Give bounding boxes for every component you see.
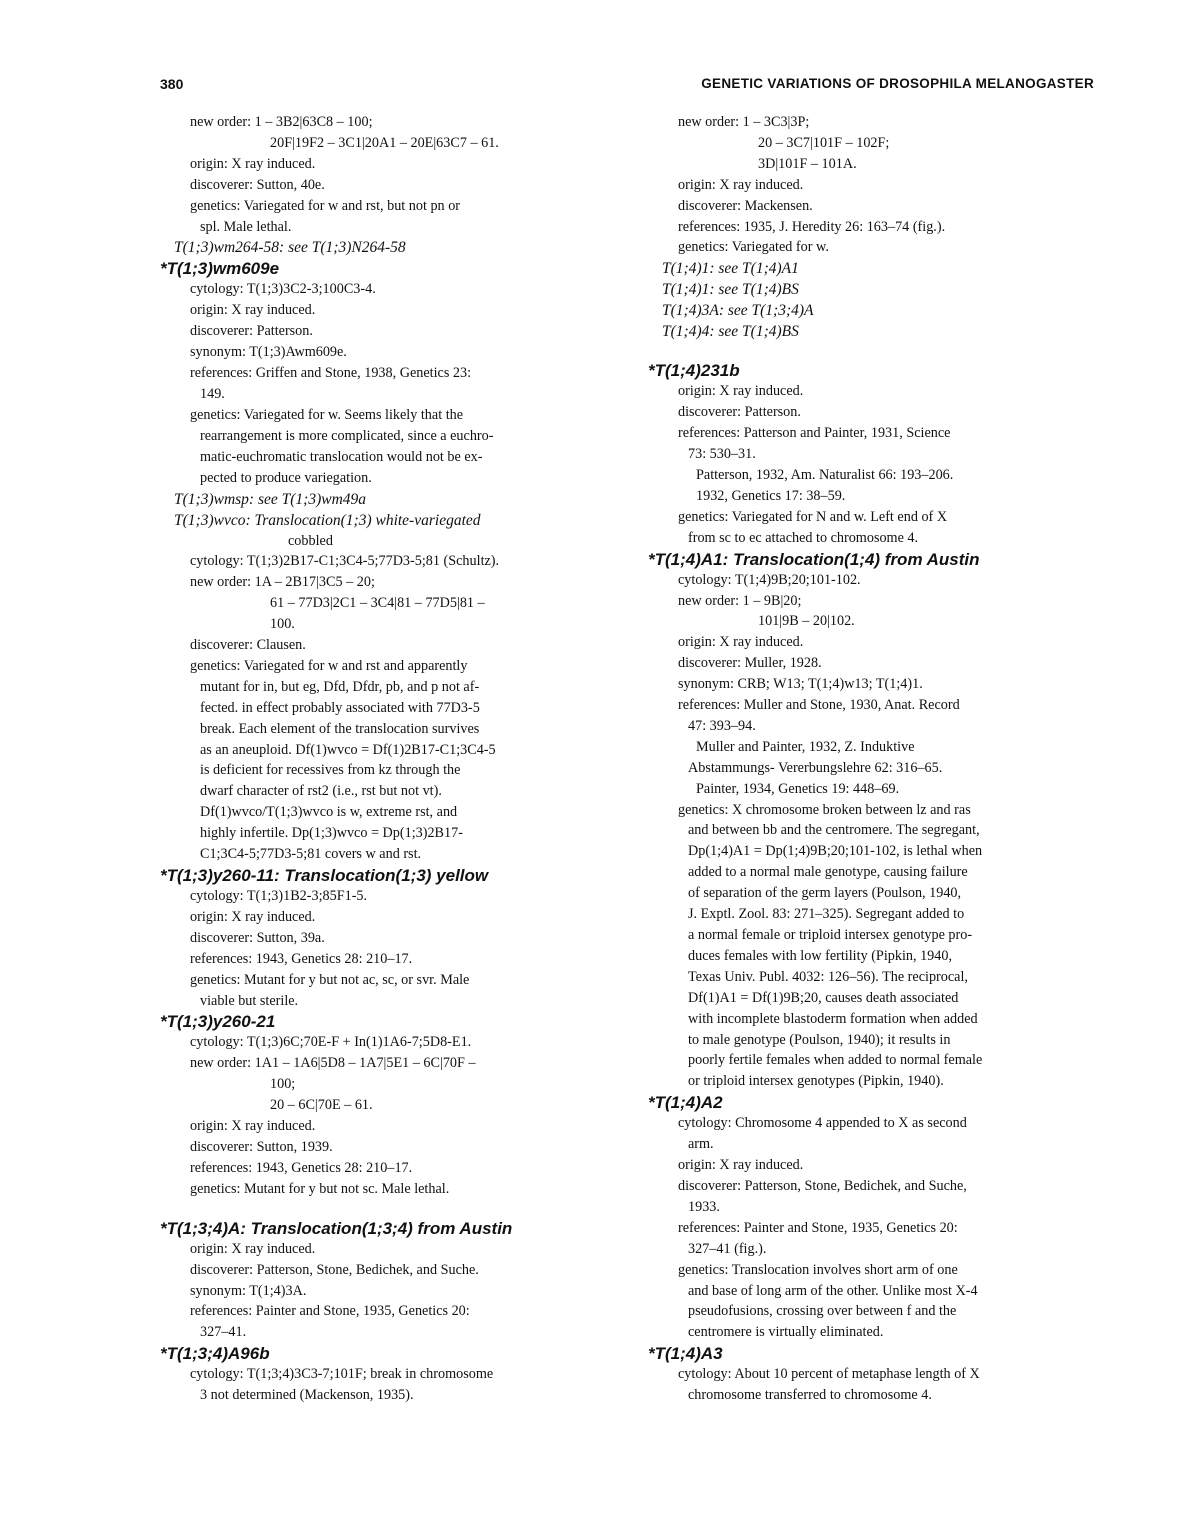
text-line: genetics: Variegated for w and rst, but not pn or: [190, 197, 461, 214]
text-line: 3D|101F – 101A.: [758, 155, 857, 172]
text-line: rearrangement is more complicated, since a euchro-: [200, 427, 494, 444]
text-line: cytology: T(1;3)6C;70E-F + In(1)1A6-7;5D8-E1.: [190, 1034, 472, 1051]
text-line: synonym: T(1;3)Awm609e.: [190, 344, 347, 361]
entry-heading: T(1;4)1: see T(1;4)BS: [662, 281, 799, 299]
text-line: discoverer: Patterson, Stone, Bedichek, and Suche.: [190, 1261, 479, 1278]
text-line: genetics: Mutant for y but not sc. Male lethal.: [190, 1180, 450, 1197]
entry-heading: *T(1;4)A3: [648, 1344, 723, 1364]
text-line: new order: 1 – 3B2|63C8 – 100;: [190, 114, 373, 130]
text-line: origin: X ray induced.: [190, 302, 316, 319]
text-line: Patterson, 1932, Am. Naturalist 66: 193–206.: [696, 466, 954, 483]
text-line: pected to produce variegation.: [200, 469, 372, 486]
text-line: 73: 530–31.: [688, 446, 756, 463]
entry-heading: T(1;4)4: see T(1;4)BS: [662, 323, 799, 341]
text-line: genetics: Mutant for y but not ac, sc, or svr. Male: [190, 971, 470, 988]
text-line: discoverer: Patterson, Stone, Bedichek, and Suche,: [678, 1177, 967, 1194]
text-line: mutant for in, but eg, Dfd, Dfdr, pb, and p not af-: [200, 678, 480, 695]
spacer: [648, 342, 1098, 360]
entry-heading: T(1;4)1: see T(1;4)A1: [662, 260, 799, 278]
text-line: genetics: Variegated for w. Seems likely that the: [190, 406, 464, 423]
text-line: added to a normal male genotype, causing failure: [688, 864, 968, 881]
text-line: Df(1)A1 = Df(1)9B;20, causes death associated: [688, 989, 959, 1006]
text-line: genetics: Variegated for w.: [678, 239, 829, 256]
text-line: Dp(1;4)A1 = Dp(1;4)9B;20;101-102, is lethal when: [688, 843, 983, 860]
text-line: centromere is virtually eliminated.: [688, 1324, 884, 1341]
text-line: cytology: T(1;3)2B17-C1;3C4-5;77D3-5;81 (Schultz).: [190, 553, 500, 570]
text-line: new order: 1 – 9B|20;: [678, 592, 802, 609]
spacer: [160, 1200, 578, 1218]
text-line: genetics: Variegated for w and rst and apparently: [190, 657, 468, 674]
entry-heading: T(1;3)wmsp: see T(1;3)wm49a: [174, 490, 367, 508]
text-line: poorly fertile females when added to normal female: [688, 1052, 983, 1069]
text-line: duces females with low fertility (Pipkin, 1940,: [688, 947, 952, 964]
text-line: with incomplete blastoderm formation when added: [688, 1010, 978, 1027]
entry-heading: T(1;3)wvco: Translocation(1;3) white-variegated: [174, 511, 481, 529]
text-line: matic-euchromatic translocation would not be ex-: [200, 448, 483, 465]
entry-heading: *T(1;3;4)A: Translocation(1;3;4) from Austin: [160, 1218, 513, 1238]
text-line: origin: X ray induced.: [678, 176, 804, 193]
text-line: new order: 1A1 – 1A6|5D8 – 1A7|5E1 – 6C|70F –: [190, 1055, 476, 1072]
text-line: origin: X ray induced.: [678, 634, 804, 651]
text-line: references: Painter and Stone, 1935, Genetics 20:: [678, 1219, 958, 1236]
text-line: J. Exptl. Zool. 83: 271–325). Segregant added to: [688, 906, 965, 923]
text-line: 47: 393–94.: [688, 717, 756, 734]
text-line: C1;3C4-5;77D3-5;81 covers w and rst.: [200, 846, 422, 863]
text-line: Painter, 1934, Genetics 19: 448–69.: [696, 780, 900, 797]
page-number: 380: [160, 76, 184, 92]
text-line: 3 not determined (Mackenson, 1935).: [200, 1387, 414, 1404]
text-line: to male genotype (Poulson, 1940); it results in: [688, 1031, 951, 1048]
text-line: cytology: T(1;3)3C2-3;100C3-4.: [190, 281, 376, 298]
text-line: Muller and Painter, 1932, Z. Induktive: [696, 738, 915, 755]
text-line: references: 1935, J. Heredity 26: 163–74 (fig.).: [678, 218, 946, 235]
text-line: origin: X ray induced.: [190, 908, 316, 925]
text-line: new order: 1A – 2B17|3C5 – 20;: [190, 574, 375, 591]
text-line: origin: X ray induced.: [190, 155, 316, 172]
text-line: discoverer: Sutton, 40e.: [190, 176, 325, 193]
text-line: cytology: T(1;4)9B;20;101-102.: [678, 571, 861, 588]
text-line: 20F|19F2 – 3C1|20A1 – 20E|63C7 – 61.: [270, 134, 499, 151]
text-line: as an aneuploid. Df(1)wvco = Df(1)2B17-C1;3C4-5: [200, 741, 496, 758]
text-line: new order: 1 – 3C3|3P;: [678, 114, 810, 130]
text-line: 100;: [270, 1076, 296, 1093]
entry-heading: *T(1;3;4)A96b: [160, 1344, 270, 1364]
text-line: arm.: [688, 1136, 714, 1153]
text-line: Texas Univ. Publ. 4032: 126–56). The reciprocal,: [688, 968, 968, 985]
text-line: origin: X ray induced.: [678, 1157, 804, 1174]
text-line: pseudofusions, crossing over between f and the: [688, 1303, 957, 1320]
text-line: discoverer: Sutton, 1939.: [190, 1138, 333, 1155]
text-line: discoverer: Clausen.: [190, 637, 306, 654]
entry-heading: *T(1;3)y260-21: [160, 1012, 276, 1032]
text-line: 149.: [200, 385, 225, 402]
text-line: cytology: T(1;3;4)3C3-7;101F; break in chromosome: [190, 1366, 494, 1383]
text-line: Abstammungs- Vererbungslehre 62: 316–65.: [688, 759, 943, 776]
text-line: 1933.: [688, 1198, 720, 1215]
text-line: 20 – 6C|70E – 61.: [270, 1097, 373, 1114]
text-line: references: Patterson and Painter, 1931, Science: [678, 425, 951, 442]
text-line: discoverer: Sutton, 39a.: [190, 929, 325, 946]
text-line: synonym: T(1;4)3A.: [190, 1282, 307, 1299]
text-line: 1932, Genetics 17: 38–59.: [696, 487, 846, 504]
entry-heading: *T(1;4)A1: Translocation(1;4) from Austin: [648, 549, 980, 569]
text-line: cytology: T(1;3)1B2-3;85F1-5.: [190, 888, 368, 904]
text-line: of separation of the germ layers (Poulson, 1940,: [688, 885, 962, 902]
text-line: 101|9B – 20|102.: [758, 613, 855, 630]
text-line: origin: X ray induced.: [678, 383, 804, 400]
text-line: dwarf character of rst2 (i.e., rst but not vt).: [200, 783, 442, 800]
right-column: [648, 112, 1098, 1406]
text-line: break. Each element of the translocation survives: [200, 720, 480, 737]
text-line: cytology: About 10 percent of metaphase length of X: [678, 1366, 980, 1383]
text-line: Df(1)wvco/T(1;3)wvco is w, extreme rst, and: [200, 804, 458, 821]
entry-heading: *T(1;4)231b: [648, 361, 740, 381]
text-line: origin: X ray induced.: [190, 1118, 316, 1135]
text-line: fected. in effect probably associated with 77D3-5: [200, 699, 480, 716]
text-line: cobbled: [288, 532, 333, 549]
text-line: spl. Male lethal.: [200, 218, 292, 235]
text-line: references: 1943, Genetics 28: 210–17.: [190, 1159, 413, 1176]
text-line: genetics: X chromosome broken between lz and ras: [678, 801, 971, 818]
running-title: GENETIC VARIATIONS OF DROSOPHILA MELANOGASTER: [701, 76, 1094, 91]
text-line: 327–41.: [200, 1324, 247, 1341]
text-line: cytology: Chromosome 4 appended to X as second: [678, 1115, 967, 1132]
entry-heading: *T(1;3)wm609e: [160, 259, 280, 279]
text-line: a normal female or triploid intersex genotype pro-: [688, 927, 973, 943]
text-line: is deficient for recessives from kz through the: [200, 762, 461, 779]
text-line: genetics: Variegated for N and w. Left end of X: [678, 508, 948, 525]
entry-heading: *T(1;3)y260-11: Translocation(1;3) yellow: [160, 866, 489, 885]
text-line: discoverer: Patterson.: [190, 323, 313, 340]
entry-heading: *T(1;4)A2: [648, 1093, 723, 1113]
text-line: 20 – 3C7|101F – 102F;: [758, 134, 890, 151]
text-line: discoverer: Muller, 1928.: [678, 655, 822, 672]
text-line: references: Griffen and Stone, 1938, Genetics 23:: [190, 365, 472, 382]
text-line: references: Muller and Stone, 1930, Anat. Record: [678, 697, 960, 714]
text-line: references: 1943, Genetics 28: 210–17.: [190, 950, 413, 967]
text-line: and between bb and the centromere. The segregant,: [688, 822, 980, 839]
text-line: and base of long arm of the other. Unlike most X-4: [688, 1282, 978, 1299]
text-line: chromosome transferred to chromosome 4.: [688, 1387, 932, 1404]
entry-heading: T(1;3)wm264-58: see T(1;3)N264-58: [174, 239, 406, 257]
text-line: viable but sterile.: [200, 992, 299, 1009]
text-line: discoverer: Patterson.: [678, 404, 801, 421]
entry-heading: T(1;4)3A: see T(1;3;4)A: [662, 302, 814, 320]
text-line: 327–41 (fig.).: [688, 1240, 767, 1257]
left-column: [160, 112, 578, 1406]
text-line: genetics: Translocation involves short arm of one: [678, 1261, 958, 1278]
text-line: synonym: CRB; W13; T(1;4)w13; T(1;4)1.: [678, 676, 923, 693]
text-line: 100.: [270, 616, 295, 633]
text-line: references: Painter and Stone, 1935, Genetics 20:: [190, 1303, 470, 1320]
text-line: from sc to ec attached to chromosome 4.: [688, 529, 919, 546]
text-line: discoverer: Mackensen.: [678, 197, 813, 214]
text-line: or triploid intersex genotypes (Pipkin, 1940).: [688, 1073, 944, 1090]
text-line: 61 – 77D3|2C1 – 3C4|81 – 77D5|81 –: [270, 595, 485, 612]
text-line: origin: X ray induced.: [190, 1240, 316, 1257]
text-line: highly infertile. Dp(1;3)wvco = Dp(1;3)2B17-: [200, 825, 463, 842]
